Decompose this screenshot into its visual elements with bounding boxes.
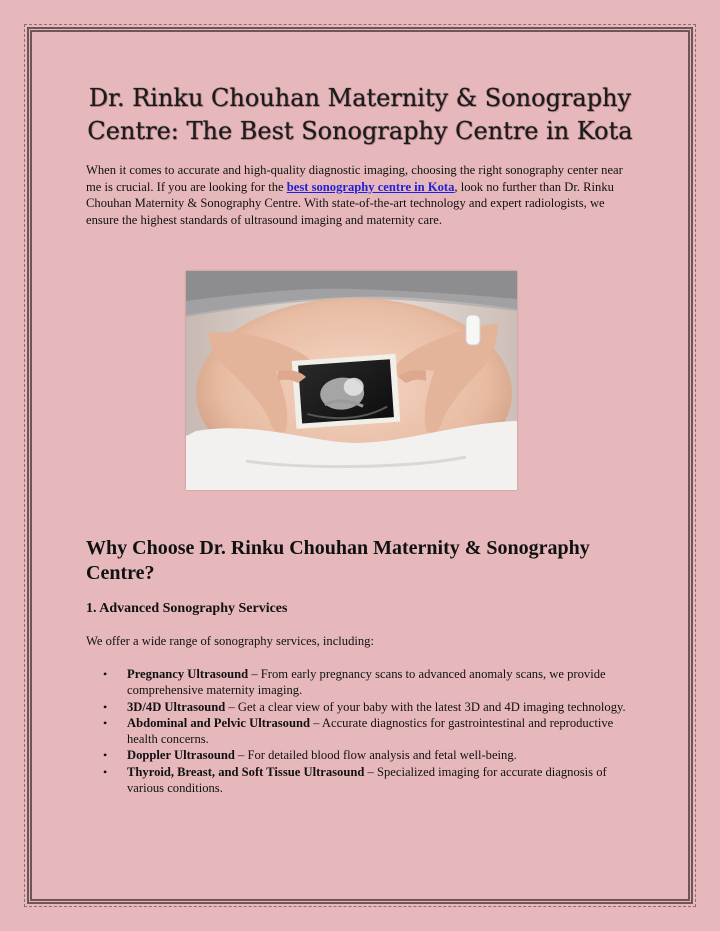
subsection-heading: 1. Advanced Sonography Services	[86, 601, 288, 616]
list-item	[86, 747, 626, 763]
bullet-icon: •	[103, 764, 108, 779]
service-description: – For detailed blood flow analysis and fetal well-being.	[234, 748, 517, 763]
intro-text-end: , look no further than Dr. Rinku Chouhan Maternity & Sonography Centre. With state-of-the-art technology and expert radiologists, we ensure the highest standards of ultrasound imaging and maternity care.	[86, 179, 614, 227]
bullet-icon: •	[103, 748, 108, 763]
service-description: – Accurate diagnostics for gastrointestinal and reproductive health concerns.	[127, 715, 614, 747]
services-lead-text: We offer a wide range of sonography services, including:	[86, 634, 374, 648]
intro-paragraph	[86, 162, 638, 228]
service-name: Thyroid, Breast, and Soft Tissue Ultrasound	[127, 764, 365, 779]
list-item	[86, 666, 626, 699]
intro-text-start: When it comes to accurate and high-quality diagnostic imaging, choosing the right sonography center near me is crucial. If you are looking for the	[86, 163, 623, 194]
pregnant-belly-ultrasound-icon	[186, 271, 517, 490]
sonography-centre-link[interactable]: best sonography centre in Kota	[286, 179, 455, 194]
pregnancy-ultrasound-photo	[186, 271, 517, 490]
services-list	[86, 666, 626, 796]
section-heading: Why Choose Dr. Rinku Chouhan Maternity & Sonography Centre?	[86, 537, 590, 584]
service-name: 3D/4D Ultrasound	[127, 699, 226, 714]
list-item	[86, 764, 626, 797]
title-line-2: Centre: The Best Sonography Centre in Kota	[87, 117, 633, 145]
title-line-1: Dr. Rinku Chouhan Maternity & Sonography	[88, 84, 632, 112]
service-name: Abdominal and Pelvic Ultrasound	[127, 715, 310, 730]
service-name: Pregnancy Ultrasound	[127, 667, 249, 681]
list-item	[86, 715, 626, 748]
list-item	[86, 699, 626, 715]
service-description: – Get a clear view of your baby with the latest 3D and 4D imaging technology.	[225, 699, 626, 714]
bullet-icon: •	[103, 699, 108, 714]
service-description: – From early pregnancy scans to advanced anomaly scans, we provide comprehensive maternity imaging.	[127, 667, 606, 698]
bullet-icon: •	[103, 667, 108, 681]
bullet-icon: •	[103, 715, 108, 730]
service-description: – Specialized imaging for accurate diagnosis of various conditions.	[127, 764, 607, 796]
document-title	[60, 82, 660, 148]
service-name: Doppler Ultrasound	[127, 748, 235, 763]
